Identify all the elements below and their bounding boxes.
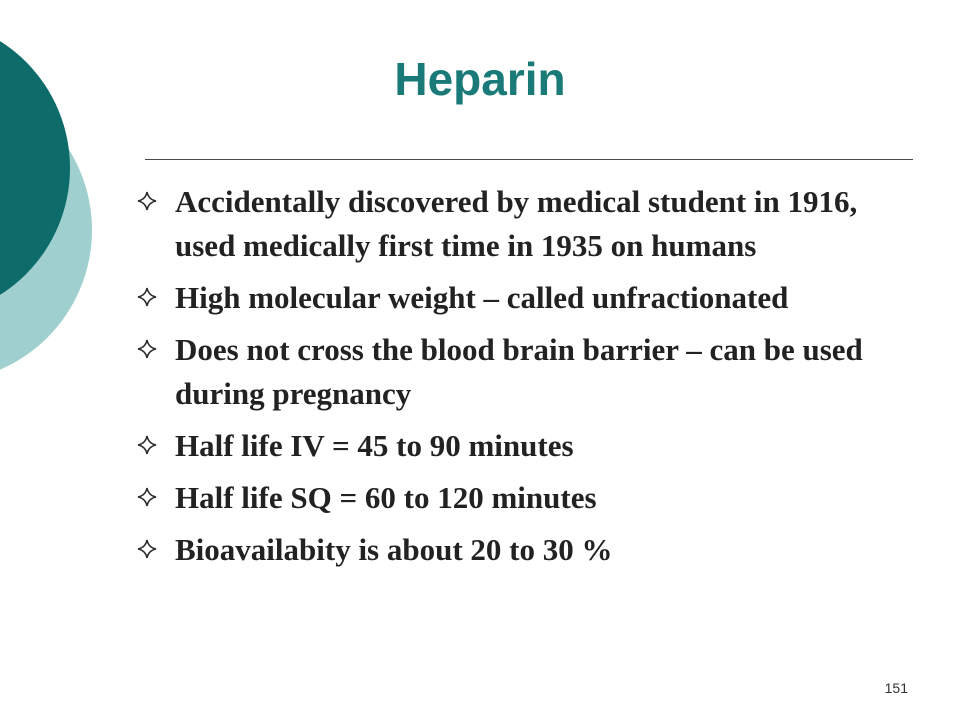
title-divider: [145, 159, 913, 160]
hollow-diamond-icon: [136, 190, 158, 212]
bullet-text: Does not cross the blood brain barrier – can be used during pregnancy: [175, 332, 863, 411]
slide-title: Heparin: [394, 53, 566, 105]
page-number: 151: [884, 680, 908, 696]
bullet-list: [132, 180, 922, 580]
bullet-item: [132, 528, 922, 572]
hollow-diamond-icon: [136, 338, 158, 360]
bullet-text: Bioavailabity is about 20 to 30 %: [175, 532, 613, 567]
bullet-item: [132, 476, 922, 520]
bullet-item: [132, 276, 922, 320]
bullet-text: Half life IV = 45 to 90 minutes: [175, 428, 574, 463]
hollow-diamond-icon: [136, 538, 158, 560]
hollow-diamond-icon: [136, 286, 158, 308]
hollow-diamond-icon: [136, 434, 158, 456]
hollow-diamond-icon: [136, 486, 158, 508]
bullet-text: Half life SQ = 60 to 120 minutes: [175, 480, 597, 515]
bullet-item: [132, 180, 922, 268]
bullet-text: Accidentally discovered by medical student in 1916, used medically first time in 1935 on humans: [175, 184, 858, 263]
bullet-item: [132, 328, 922, 416]
bullet-item: [132, 424, 922, 468]
bullet-text: High molecular weight – called unfractionated: [175, 280, 789, 315]
